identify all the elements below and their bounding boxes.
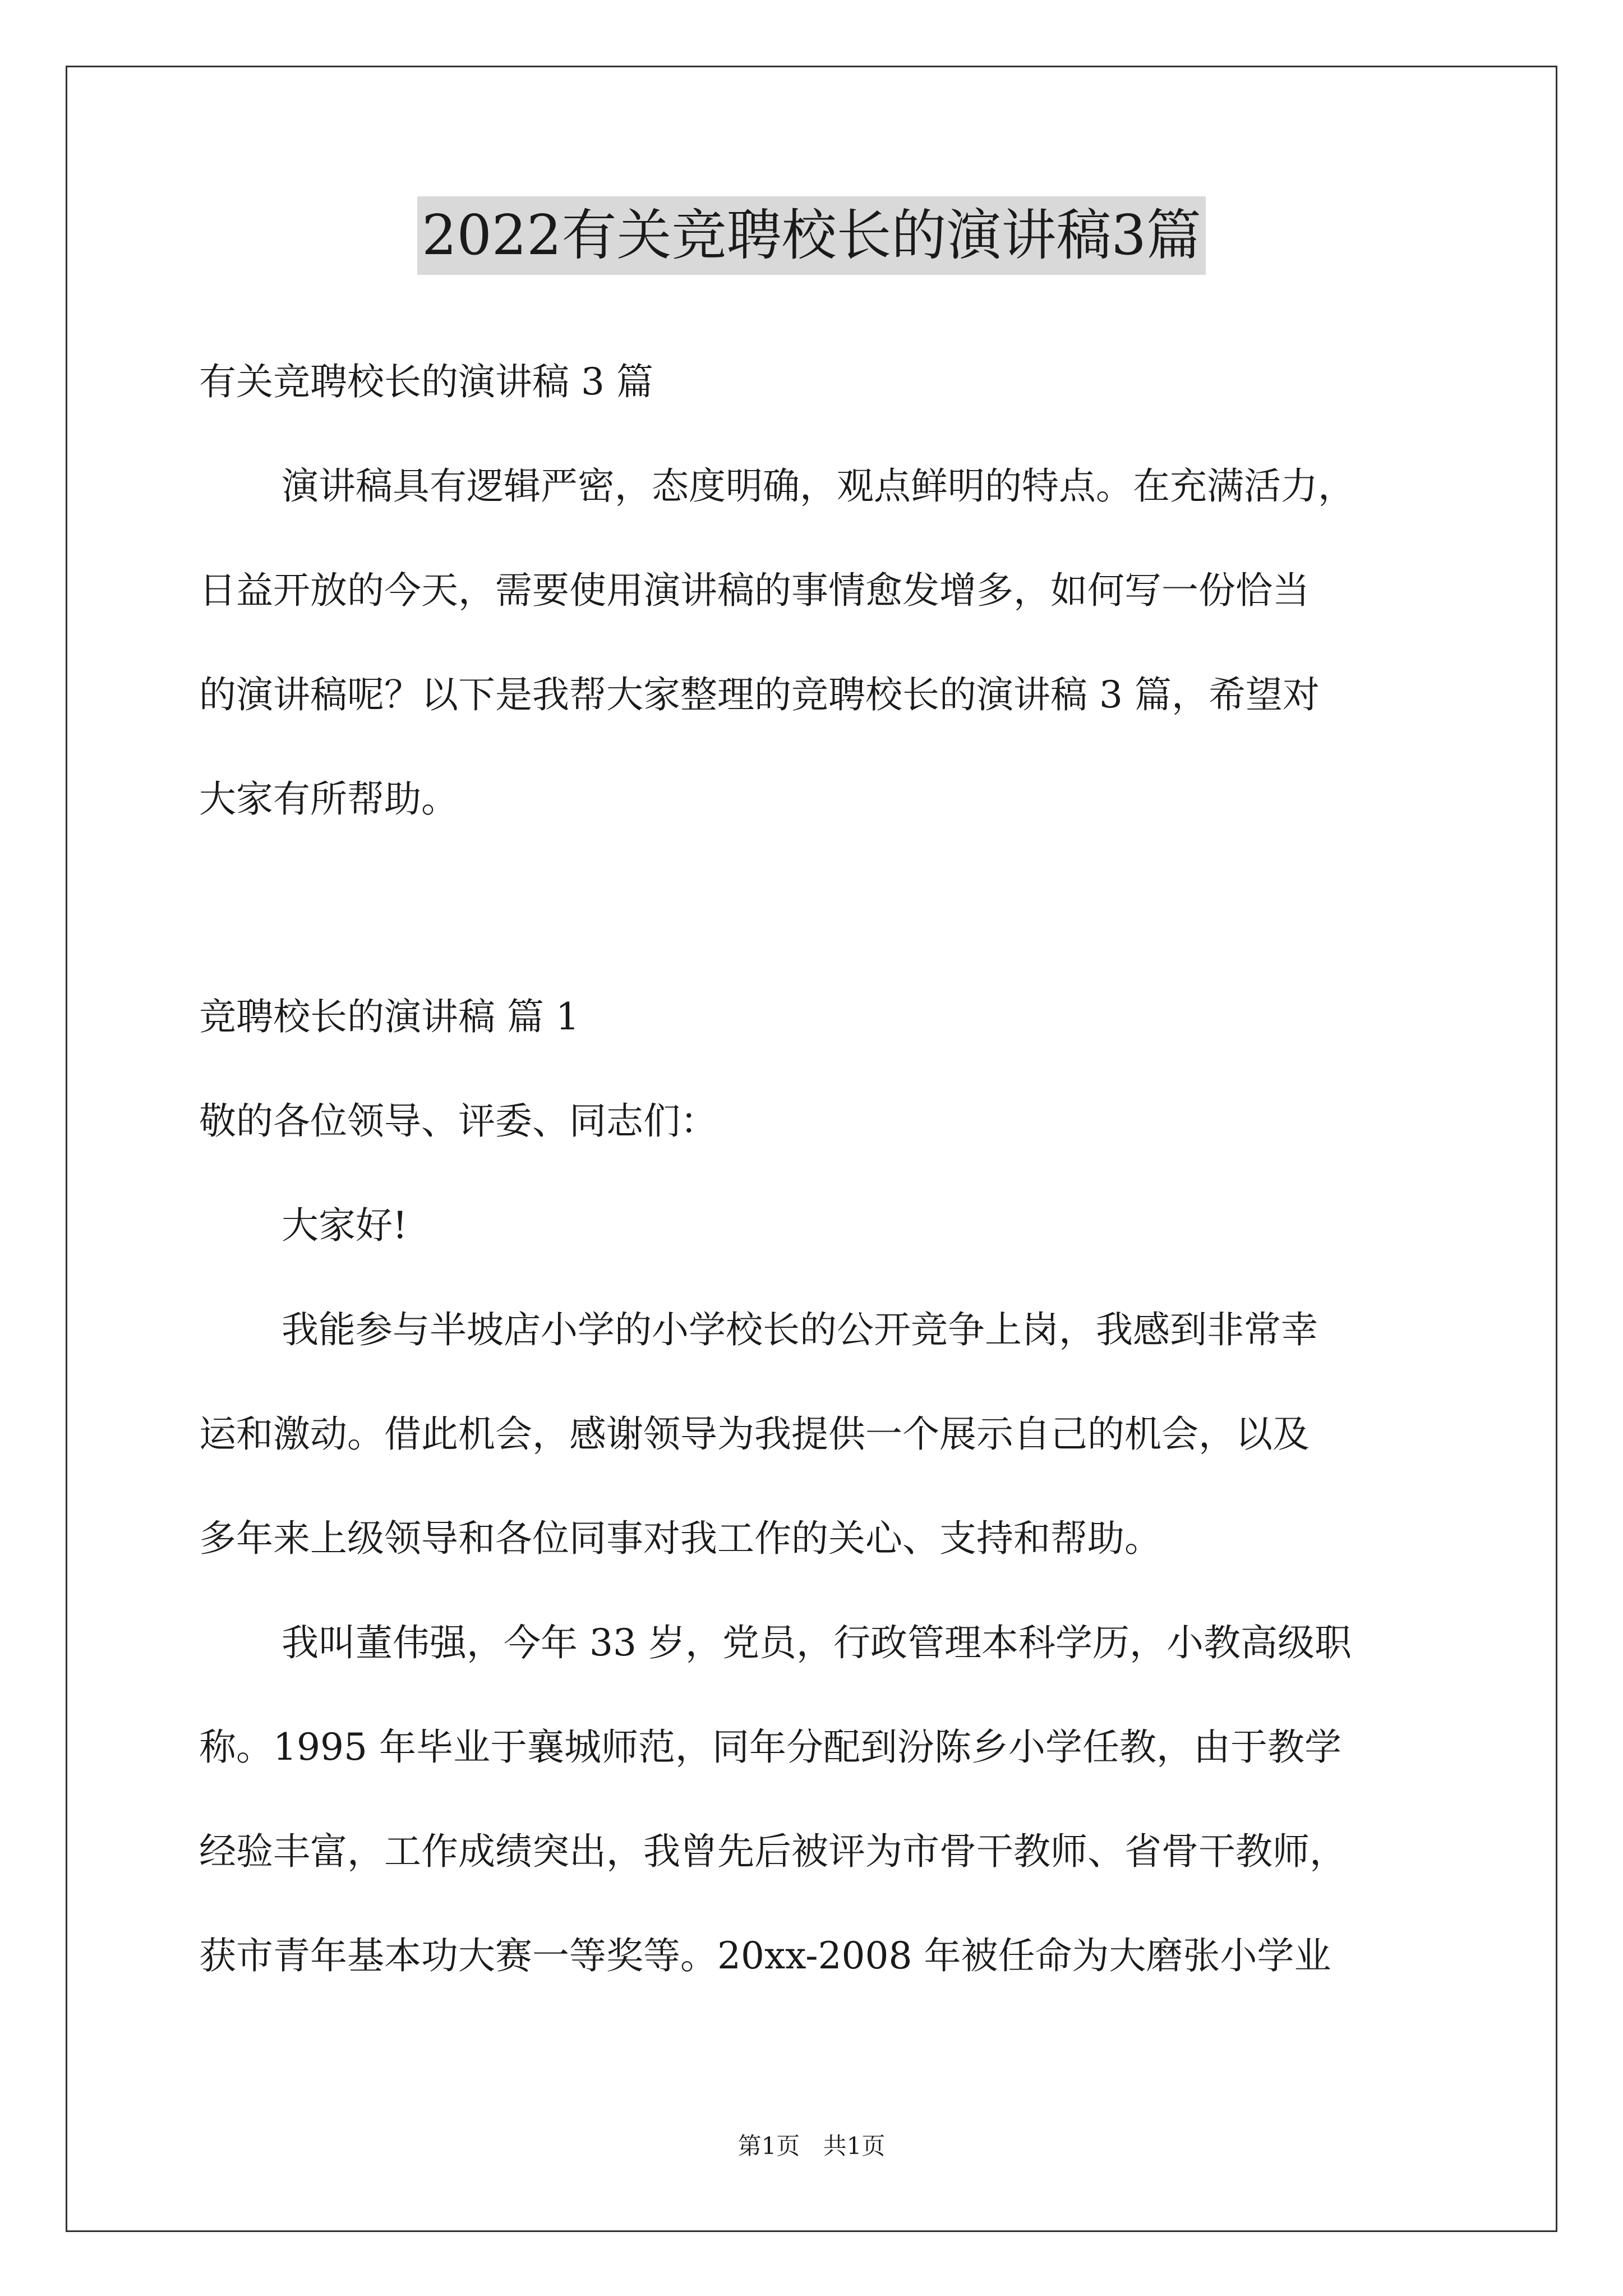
section-heading: 竞聘校长的演讲稿 篇 1	[199, 995, 579, 1038]
page-footer	[0, 2131, 1623, 2162]
page-number-total: 共1页	[823, 2132, 886, 2160]
title-container	[0, 196, 1623, 275]
subtitle-line: 有关竞聘校长的演讲稿 3 篇	[199, 360, 653, 403]
paragraph-line: 演讲稿具有逻辑严密，态度明确，观点鲜明的特点。在充满活力，	[282, 464, 1355, 508]
paragraph-line: 日益开放的今天，需要使用演讲稿的事情愈发增多，如何写一份恰当	[199, 569, 1310, 612]
paragraph-line: 获市青年基本功大赛一等奖等。20xx-2008 年被任命为大磨张小学业	[199, 1934, 1331, 1977]
paragraph-line: 多年来上级领导和各位同事对我工作的关心、支持和帮助。	[199, 1517, 1161, 1560]
paragraph-line: 我能参与半坡店小学的小学校长的公开竞争上岗，我感到非常幸	[282, 1308, 1318, 1351]
greeting-line: 大家好!	[282, 1204, 408, 1247]
paragraph-line: 运和激动。借此机会，感谢领导为我提供一个展示自己的机会，以及	[199, 1412, 1310, 1456]
page-number-current: 第1页	[737, 2132, 800, 2160]
document-title: 2022有关竞聘校长的演讲稿3篇	[417, 196, 1206, 275]
paragraph-line: 大家有所帮助。	[199, 777, 458, 821]
paragraph-line: 经验丰富，工作成绩突出，我曾先后被评为市骨干教师、省骨干教师，	[199, 1830, 1347, 1873]
paragraph-line: 的演讲稿呢？以下是我帮大家整理的竞聘校长的演讲稿 3 篇，希望对	[199, 673, 1320, 716]
salutation-line: 敬的各位领导、评委、同志们：	[199, 1099, 717, 1143]
paragraph-line: 称。1995 年毕业于襄城师范，同年分配到汾陈乡小学任教，由于教学	[199, 1726, 1341, 1769]
paragraph-line: 我叫董伟强，今年 33 岁，党员，行政管理本科学历，小教高级职	[282, 1621, 1352, 1664]
